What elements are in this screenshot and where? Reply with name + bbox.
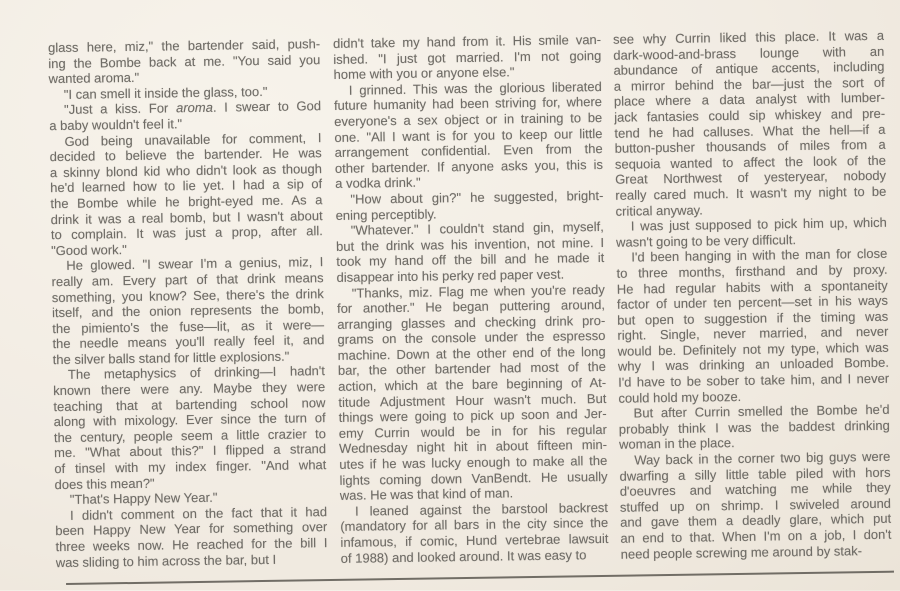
text-line: of 1988) and looked around. It was easy to — [340, 546, 587, 566]
text-line: the Bombe while he bright-eyed me. As a — [50, 192, 323, 212]
text-line: a skinny blond kid who didn't look as though — [49, 160, 323, 180]
text-line: home with you or anyone else." — [333, 64, 515, 83]
text-line: sequoia wanted to affect the look of the — [614, 152, 886, 172]
text-line: dark-wood-and-brass lounge with an — [613, 43, 885, 63]
text-line: arrangement confidential. Even from the — [334, 141, 603, 161]
text-line: factor of under ten percent—set in his ways — [616, 292, 889, 312]
text-column-3 — [613, 28, 892, 562]
text-line: known there were any. Maybe they were — [53, 379, 326, 399]
text-line: jack fantasies could sip whiskey and pre- — [614, 105, 886, 125]
text-line: I leaned against the barstool backrest — [354, 499, 609, 519]
text-line: really cared much. It wasn't my night to be — [615, 183, 887, 203]
text-line: one. "All I want is for you to keep our little — [334, 125, 603, 145]
text-line: d'oeuvres and watching me while they — [619, 479, 891, 499]
text-line: was sliding to him across the bar, but I — [55, 551, 277, 570]
text-line: to three months, firsthand and by proxy. — [616, 261, 888, 281]
text-line: ished. "I just got married. I'm not going — [333, 47, 602, 67]
text-line: grams on the console under the espresso — [337, 328, 606, 348]
text-line: been Happy New Year for something over — [55, 519, 328, 539]
text-line: would be. Definitely not my type, which was — [617, 339, 889, 359]
text-line: wanted aroma." — [48, 70, 140, 87]
text-line: He glowed. "I swear I'm a genius, miz, I — [66, 254, 324, 274]
text-line: he'd learned how to lie yet. I had a sip of — [50, 176, 323, 196]
text-line: but the drink was his invention, not mine. I — [335, 234, 605, 254]
text-line: need people screwing me around by stak- — [620, 542, 863, 562]
text-line: three weeks now. He reached for the bill I — [55, 535, 328, 555]
text-line: I didn't comment on the fact that it had — [69, 503, 328, 523]
text-line: Wednesday night hit in about fifteen min- — [338, 437, 608, 457]
text-line: really am. Every part of that drink means — [51, 270, 324, 290]
text-line: But after Currin smelled the Bombe he'd — [633, 401, 890, 421]
text-line: but open to suggestion if the timing was — [617, 308, 889, 328]
text-line: I'd have to be sober to take him, and I never — [618, 370, 890, 390]
text-line: dwarfing a silly little table piled with hors — [619, 464, 891, 484]
text-line: something, you know? See, there's the drink — [51, 285, 324, 305]
text-line: ing the Bombe back at me. "You said you — [48, 51, 321, 71]
text-line: itself, and the onion represents the bomb, — [51, 301, 325, 321]
text-line: "Good work." — [51, 241, 127, 258]
text-line: "That's Happy New Year." — [69, 489, 218, 508]
text-line: the pimiento's the fuse—lit, as it were— — [52, 316, 325, 336]
text-line: I grinned. This was the glorious liberated — [348, 78, 602, 98]
text-line: the silver balls stand for little explosions." — [52, 348, 290, 368]
text-line: a vodka drink." — [335, 175, 421, 192]
text-line: right. Single, never married, and never — [617, 324, 889, 344]
text-line: titude Adjustment Hour wasn't much. But — [338, 390, 607, 410]
text-line: lights coming down VanBendt. He usually — [339, 468, 608, 488]
text-line: along with mixology. Ever since the turn of — [53, 410, 326, 430]
text-line: tend he had calluses. What the hell—if a — [614, 121, 886, 141]
text-line: utes if he was lucky enough to make all the — [339, 452, 608, 472]
text-line: bar, the other bartender had most of the — [337, 359, 607, 379]
text-line: why I was drinking an unloaded Bombe. — [617, 355, 889, 375]
text-line: teaching that at bartending school now — [53, 394, 326, 414]
text-line: action, which at the bare beginning of At- — [338, 374, 607, 394]
text-line: does this mean?" — [54, 475, 155, 492]
text-line: probably think I was the baddest drinking — [618, 417, 890, 437]
text-line: took my hand off the bill and he made it — [336, 250, 605, 270]
text-line: glass here, miz," the bartender said, push- — [48, 36, 321, 56]
text-line: I'd been hanging in with the man for close — [631, 246, 888, 265]
text-line: a mirror behind the bar—just the sort of — [613, 74, 885, 94]
text-line: critical anyway. — [615, 202, 703, 219]
bottom-rule — [66, 571, 894, 585]
text-line: button-pusher thousands of miles from a — [614, 136, 886, 156]
text-line: abundance of antique accents, including — [613, 58, 885, 78]
text-line: things were going to pick up soon and Jer- — [338, 406, 607, 426]
text-line: "Just a kiss. For aroma. I swear to God — [63, 98, 322, 118]
text-column-2 — [333, 32, 609, 566]
text-line: infamous, if comic, Hund vertebrae lawsuit — [340, 530, 609, 550]
text-line: Way back in the corner two big guys were — [634, 448, 891, 468]
text-line: stuffed up on shrimp. I swiveled around — [619, 495, 892, 515]
text-line: to complain. It was just a prop, after all. — [50, 223, 323, 243]
text-line: woman in the place. — [618, 435, 735, 453]
text-line: machine. Down at the other end of the long — [337, 343, 606, 363]
text-line: (mandatory for all bars in the city since the — [340, 515, 609, 535]
text-line: of tinsel with my index finger. "And what — [54, 457, 327, 477]
text-line: "I can smell it inside the glass, too." — [63, 83, 268, 102]
text-line: see why Currin liked this place. It was a — [612, 27, 885, 47]
text-line: didn't take my hand from it. His smile van- — [332, 31, 602, 51]
text-line: He had regular habits with a spontaneity — [616, 277, 888, 297]
text-line: God being unavailable for comment, I — [64, 129, 322, 149]
text-line: could hold my booze. — [618, 388, 742, 406]
text-line: emy Currin would be in for his regular — [338, 421, 607, 441]
text-line: ening perceptibly. — [335, 205, 437, 223]
text-line: Great Northwest of yesteryear, nobody — [615, 168, 887, 188]
text-line: me. "What about this?" I flipped a strand — [54, 441, 327, 461]
text-column-1 — [48, 36, 328, 570]
text-line: place where a data analyst with lumber- — [613, 90, 886, 110]
text-line: a baby wouldn't feel it." — [49, 116, 183, 134]
text-line: "How about gin?" he suggested, bright- — [350, 187, 604, 207]
text-line: The metaphysics of drinking—I hadn't — [67, 363, 326, 383]
text-line: "Whatever." I couldn't stand gin, myself, — [350, 219, 604, 238]
text-line: for another." He began puttering around, — [336, 297, 606, 317]
text-line: arranging glasses and checking drink pro- — [337, 312, 606, 332]
text-line: I was just supposed to pick him up, which — [630, 214, 887, 234]
text-line: future humanity had been striving for, where — [333, 94, 603, 114]
text-line: everyone's a sex object or in training to be — [334, 109, 603, 129]
text-line: and gave them a deadly glare, which put — [620, 511, 892, 531]
text-line: other bartender. If anyone asks you, this is — [334, 156, 604, 176]
text-line: the needle means you'll really feel it, and — [52, 332, 325, 352]
text-line: decided to believe the bartender. He was — [49, 145, 322, 165]
text-line: drink it was a real bomb, but I wasn't about — [50, 207, 323, 227]
text-line: the century, people seem a little crazier to — [53, 425, 326, 445]
text-line: wasn't going to be very difficult. — [615, 231, 797, 250]
text-line: disappear into his perky red paper vest. — [336, 266, 565, 285]
text-line: an end to that. When I'm on a job, I don't — [620, 526, 892, 546]
text-line: "Thanks, miz. Flag me when you're ready — [351, 281, 605, 301]
text-line: was. He was that kind of man. — [339, 485, 514, 504]
